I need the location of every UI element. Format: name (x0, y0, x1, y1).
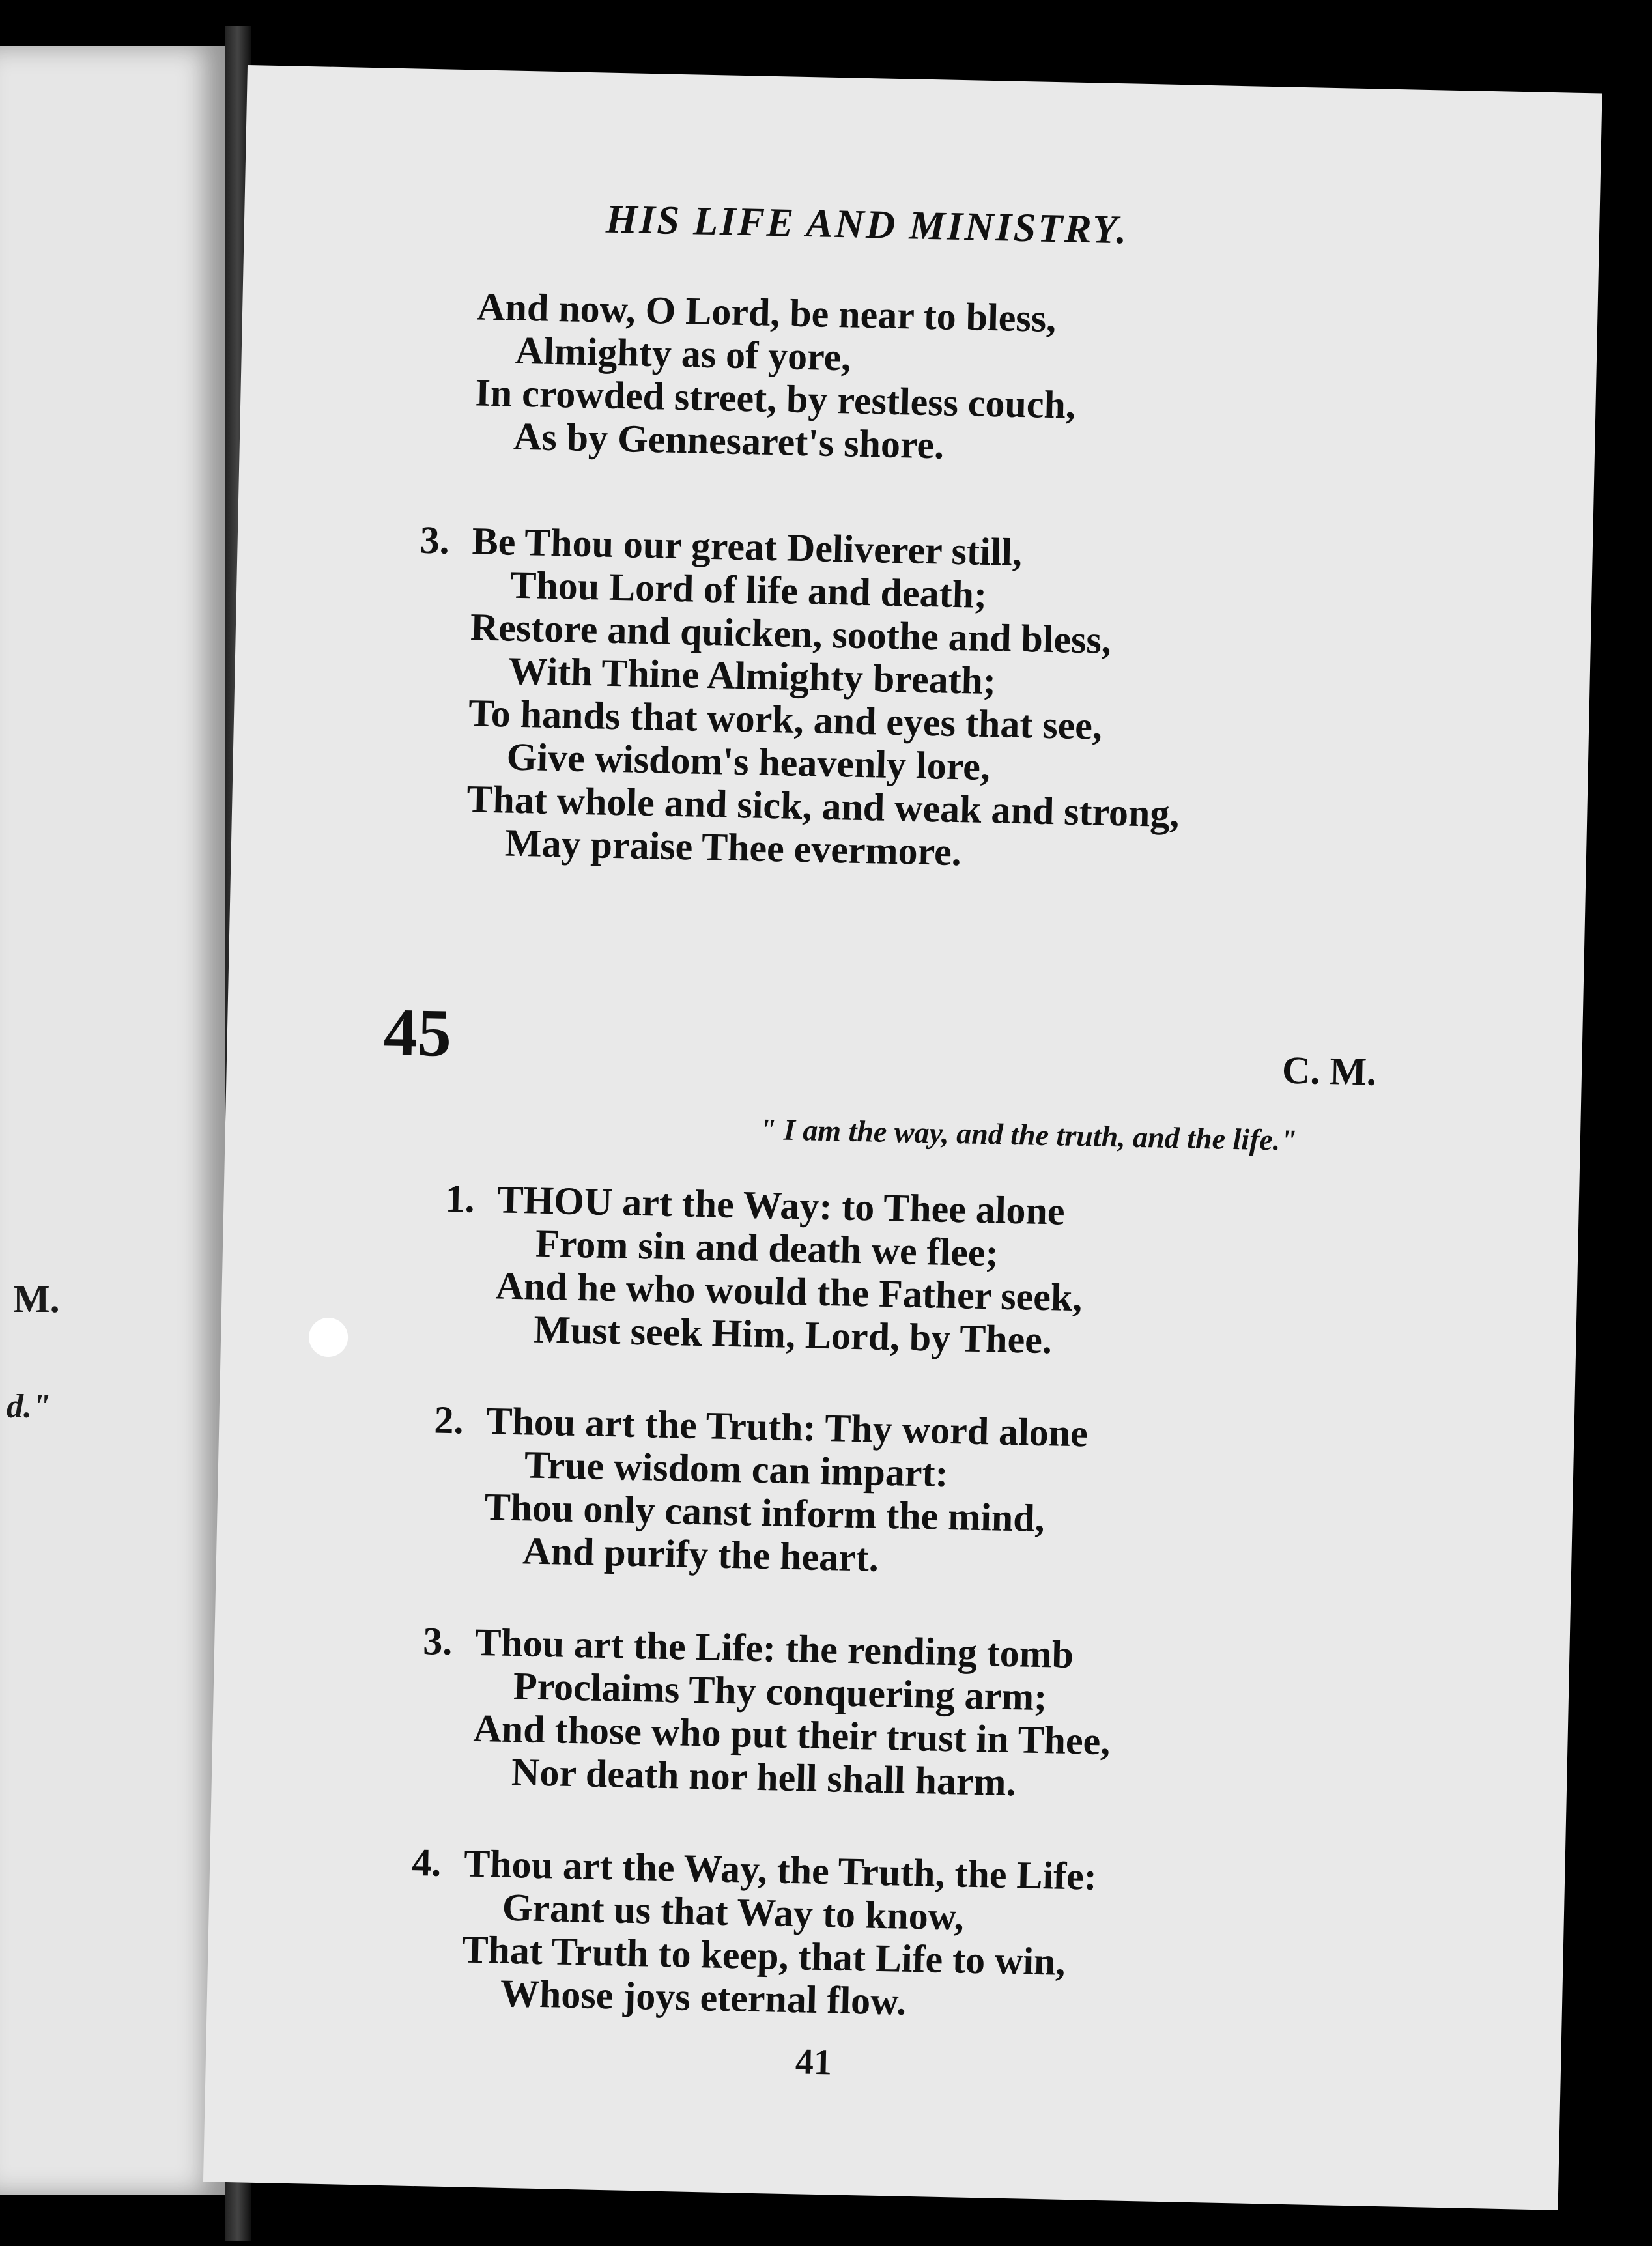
verse-line: In crowded street, by restless couch, (474, 371, 1076, 427)
previous-hymn-verse-3 (420, 518, 1185, 878)
running-header: HIS LIFE AND MINISTRY. (605, 197, 1129, 253)
verse-number: 4. (411, 1840, 442, 1884)
verse-line: With Thine Almighty breath; (507, 649, 997, 703)
verse-line: And now, O Lord, be near to bless, (476, 285, 1057, 341)
previous-hymn-continuation (474, 285, 1077, 469)
verse-line: Thou art the Truth: Thy word alone (485, 1399, 1089, 1455)
verse-line: That Truth to keep, that Life to win, (461, 1927, 1066, 1983)
verse-line: And purify the heart. (522, 1529, 879, 1580)
verse-line: Nor death nor hell shall harm. (511, 1750, 1017, 1804)
verse-line: May praise Thee evermore. (504, 821, 962, 874)
paper-smudge (309, 1317, 349, 1357)
verse-line: Must seek Him, Lord, by Thee. (533, 1307, 1053, 1362)
left-page-quote-fragment: d." (7, 1388, 51, 1425)
right-page (203, 65, 1602, 2210)
verse-line: Proclaims Thy conquering arm; (513, 1664, 1047, 1719)
hymn-verse-3 (422, 1619, 1113, 1806)
left-page-meter-fragment: M. (13, 1277, 60, 1320)
verse-line: From sin and death we flee; (535, 1221, 999, 1275)
hymn-verse-4 (411, 1840, 1098, 2027)
hymn-verse-1 (444, 1176, 1085, 1362)
verse-line: Thou only canst inform the mind, (484, 1485, 1046, 1541)
verse-number: 3. (420, 518, 450, 562)
verse-number: 3. (422, 1619, 453, 1664)
hymn-epigraph: " I am the way, and the truth, and the life." (759, 1112, 1298, 1158)
verse-number: 1. (444, 1176, 476, 1221)
verse-line: That whole and sick, and weak and strong, (466, 777, 1180, 836)
left-page (0, 46, 225, 2195)
verse-line: To hands that work, and eyes that see, (468, 691, 1103, 748)
verse-number: 2. (433, 1398, 464, 1442)
verse-line: Almighty as of yore, (515, 328, 852, 379)
verse-line: Give wisdom's heavenly lore, (506, 735, 991, 789)
verse-line: Be Thou our great Deliverer still, (472, 519, 1023, 575)
verse-line: Grant us that Way to know, (502, 1885, 965, 1939)
page-number: 41 (795, 2041, 833, 2083)
hymn-verse-2 (433, 1398, 1089, 1584)
verse-line: Thou Lord of life and death; (509, 563, 988, 616)
verse-line: And he who would the Father seek, (495, 1264, 1083, 1320)
verse-line: Thou art the Way, the Truth, the Life: (463, 1841, 1098, 1898)
verse-line: True wisdom can impart: (524, 1443, 949, 1495)
verse-line: Thou art the Life: the rending tomb (474, 1620, 1074, 1677)
verse-line: Restore and quicken, soothe and bless, (470, 605, 1112, 662)
hymn-meter: C. M. (1281, 1048, 1377, 1094)
verse-line: Whose joys eternal flow. (500, 1971, 907, 2023)
verse-line: THOU art the Way: to Thee alone (496, 1178, 1066, 1233)
verse-line: As by Gennesaret's shore. (513, 414, 945, 467)
hymn-number: 45 (382, 994, 453, 1071)
verse-line: And those who put their trust in Thee, (472, 1706, 1111, 1763)
